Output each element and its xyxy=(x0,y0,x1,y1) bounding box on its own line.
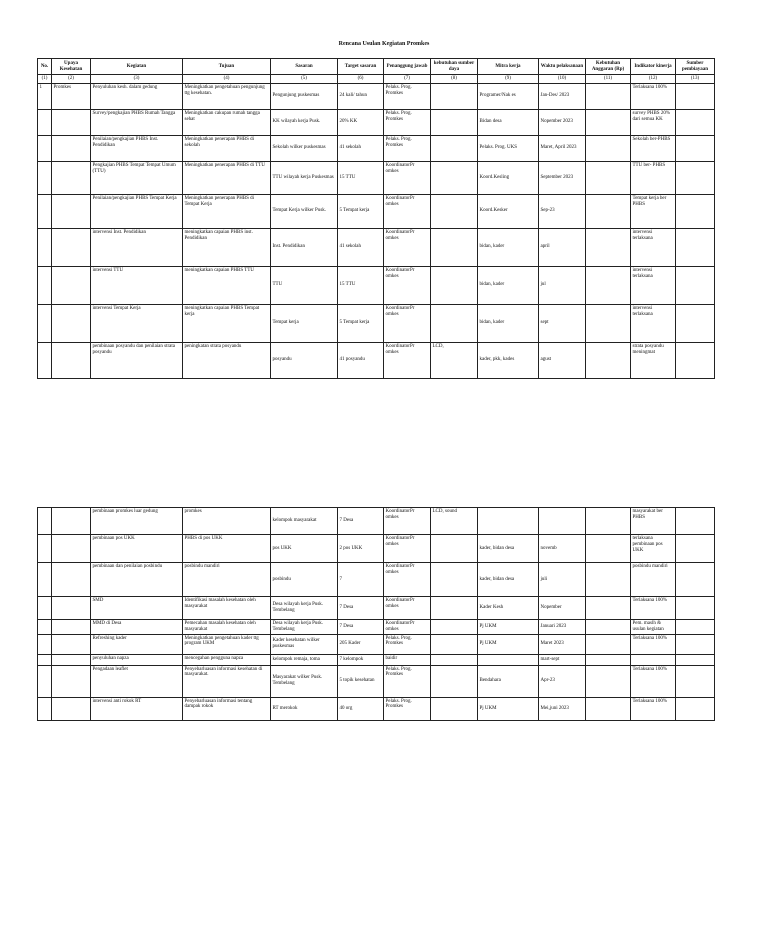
waktu-cell: sept xyxy=(539,304,586,342)
waktu-cell xyxy=(539,508,586,535)
sumber-daya-cell xyxy=(431,563,478,597)
pembiayaan-cell xyxy=(676,135,715,161)
table-part-2 xyxy=(37,507,715,721)
indikator-cell: Terlaksana 100% xyxy=(631,665,676,697)
tujuan-cell: peningkatan strata posyandu xyxy=(183,342,271,378)
column-number: (3) xyxy=(91,75,183,84)
upaya-kesehatan-cell xyxy=(52,634,91,654)
pembiayaan-cell xyxy=(676,535,715,563)
table-row xyxy=(38,83,715,109)
penanggung-jawab-cell: Pelaks. Prog. Promkes xyxy=(384,135,431,161)
indikator-cell: terlaksana pembinaan pos UKK xyxy=(631,535,676,563)
target-cell: 41 sekolah xyxy=(338,135,384,161)
column-header: Target sasaran xyxy=(338,59,384,75)
row-number-cell xyxy=(38,135,52,161)
sumber-daya-cell xyxy=(431,109,478,135)
mitra-kerja-cell: Bidan desa xyxy=(478,109,539,135)
column-number: (9) xyxy=(478,75,539,84)
table-row xyxy=(38,266,715,304)
kegiatan-cell: Refreshing kader xyxy=(91,634,183,654)
column-header: Mitra kerja xyxy=(478,59,539,75)
sasaran-cell: TTU wilayah kerja Puskesmas xyxy=(271,161,338,194)
penanggung-jawab-cell: Pelaks. Prog. Promkes xyxy=(384,634,431,654)
waktu-cell: jul xyxy=(539,266,586,304)
waktu-cell: Januari 2023 xyxy=(539,620,586,635)
indikator-cell: Terlaksana 100% xyxy=(631,634,676,654)
kegiatan-cell: intervensi TTU xyxy=(91,266,183,304)
sasaran-cell: Inst. Pendidikan xyxy=(271,228,338,266)
kegiatan-cell: pembinaan dan penilaian posbindu xyxy=(91,563,183,597)
waktu-cell: Sep-23 xyxy=(539,194,586,228)
sumber-daya-cell xyxy=(431,228,478,266)
anggaran-cell xyxy=(586,508,631,535)
anggaran-cell xyxy=(586,342,631,378)
penanggung-jawab-cell: KoordinatorPr omkes xyxy=(384,563,431,597)
table-row xyxy=(38,342,715,378)
row-number-cell xyxy=(38,508,52,535)
waktu-cell: Maret, April 2023 xyxy=(539,135,586,161)
anggaran-cell xyxy=(586,563,631,597)
tujuan-cell: Meningkatkan pengetahuan kader ttg program UKM xyxy=(183,634,271,654)
penanggung-jawab-cell: Pelaks. Prog. Promkes xyxy=(384,697,431,720)
sasaran-cell: Desa wilayah kerja Pusk. Tembelang xyxy=(271,620,338,635)
sumber-daya-cell xyxy=(431,597,478,620)
table-row xyxy=(38,634,715,654)
mitra-kerja-cell: Pj UKM xyxy=(478,620,539,635)
penanggung-jawab-cell: Pelaks. Prog. Promkes xyxy=(384,109,431,135)
pembiayaan-cell xyxy=(676,697,715,720)
tujuan-cell: Penyebarluasan informasi tentang dampak rokok xyxy=(183,697,271,720)
target-cell: 7 xyxy=(338,563,384,597)
upaya-kesehatan-cell xyxy=(52,228,91,266)
tujuan-cell: meningkatkan capaian PHBS TTU xyxy=(183,266,271,304)
mitra-kerja-cell: kader, pkk, kades xyxy=(478,342,539,378)
penanggung-jawab-cell: KoordinatorPr omkes xyxy=(384,597,431,620)
tujuan-cell: PHBS di pos UKK xyxy=(183,535,271,563)
column-number: (12) xyxy=(631,75,676,84)
kegiatan-cell: Pengadaan leaflet xyxy=(91,665,183,697)
table-part-1 xyxy=(37,58,715,379)
kegiatan-cell: pembinaan promkes luar gedung xyxy=(91,508,183,535)
anggaran-cell xyxy=(586,665,631,697)
mitra-kerja-cell: Koord.Kesling xyxy=(478,161,539,194)
target-cell: 2 pos UKK xyxy=(338,535,384,563)
pembiayaan-cell xyxy=(676,83,715,109)
column-header: Kegiatan xyxy=(91,59,183,75)
column-number: (6) xyxy=(338,75,384,84)
penanggung-jawab-cell: KoordinatorPr omkes xyxy=(384,620,431,635)
kegiatan-cell: pembinaan posyandu dan penilaian strata posyandu xyxy=(91,342,183,378)
tujuan-cell: meningkatkan capaian PHBS inst. Pendidikan xyxy=(183,228,271,266)
mitra-kerja-cell: bidan, kader xyxy=(478,266,539,304)
row-number-cell xyxy=(38,597,52,620)
sasaran-cell: kelompok remaja, toma xyxy=(271,654,338,665)
indikator-cell: intervensi terlaksana xyxy=(631,266,676,304)
row-number-cell xyxy=(38,665,52,697)
tujuan-cell: posbindu mandiri xyxy=(183,563,271,597)
tujuan-cell: Meningkatkan cakupan rumah tangga sehat xyxy=(183,109,271,135)
mitra-kerja-cell xyxy=(478,654,539,665)
column-header: Kebutuhan Anggaran (Rp) xyxy=(586,59,631,75)
waktu-cell: agust xyxy=(539,342,586,378)
column-number: (1) xyxy=(38,75,52,84)
target-cell: 15 TTU xyxy=(338,266,384,304)
anggaran-cell xyxy=(586,535,631,563)
anggaran-cell xyxy=(586,597,631,620)
tujuan-cell: mencegahan pengguna napza xyxy=(183,654,271,665)
sasaran-cell: TTU xyxy=(271,266,338,304)
table-row xyxy=(38,597,715,620)
target-cell: 24 kali/ tahun xyxy=(338,83,384,109)
target-cell: 20% KK xyxy=(338,109,384,135)
row-number-cell xyxy=(38,563,52,597)
sumber-daya-cell xyxy=(431,83,478,109)
table-row xyxy=(38,304,715,342)
upaya-kesehatan-cell xyxy=(52,508,91,535)
row-number-cell xyxy=(38,109,52,135)
mitra-kerja-cell: kader, bidan desa xyxy=(478,563,539,597)
column-header: Sumber pembiayaan xyxy=(676,59,715,75)
header-row xyxy=(38,59,715,75)
column-number: (11) xyxy=(586,75,631,84)
indikator-cell: posbindu mandiri xyxy=(631,563,676,597)
sumber-daya-cell: LCD, xyxy=(431,342,478,378)
kegiatan-cell: Survey/pengkajian PHBS Rumah Tangga xyxy=(91,109,183,135)
upaya-kesehatan-cell xyxy=(52,620,91,635)
mitra-kerja-cell xyxy=(478,508,539,535)
sumber-daya-cell xyxy=(431,634,478,654)
table-row xyxy=(38,535,715,563)
pembiayaan-cell xyxy=(676,665,715,697)
row-number-cell xyxy=(38,654,52,665)
upaya-kesehatan-cell: Promkes xyxy=(52,83,91,109)
sasaran-cell: RT merokok xyxy=(271,697,338,720)
pembiayaan-cell xyxy=(676,342,715,378)
target-cell: 41 sekolah xyxy=(338,228,384,266)
table-row xyxy=(38,161,715,194)
indikator-cell: Tempat kerja ber PHBS xyxy=(631,194,676,228)
column-header: Waktu pelaksanaan xyxy=(539,59,586,75)
sasaran-cell: posyandu xyxy=(271,342,338,378)
mitra-kerja-cell: Bendahara xyxy=(478,665,539,697)
anggaran-cell xyxy=(586,266,631,304)
column-header: Tujuan xyxy=(183,59,271,75)
mitra-kerja-cell: Pelaks. Prog. UKS xyxy=(478,135,539,161)
column-number: (4) xyxy=(183,75,271,84)
indikator-cell: Terlaksana 100% xyxy=(631,597,676,620)
column-header: No. xyxy=(38,59,52,75)
anggaran-cell xyxy=(586,228,631,266)
column-header: Upaya Kesehatan xyxy=(52,59,91,75)
table-row xyxy=(38,109,715,135)
mitra-kerja-cell: Pj UKM xyxy=(478,697,539,720)
table-row xyxy=(38,228,715,266)
target-cell: 41 posyandu xyxy=(338,342,384,378)
target-cell: 5 Tempat kerja xyxy=(338,304,384,342)
row-number-cell xyxy=(38,634,52,654)
upaya-kesehatan-cell xyxy=(52,342,91,378)
table-row xyxy=(38,697,715,720)
column-header: Indikator kinerja xyxy=(631,59,676,75)
penanggung-jawab-cell: KoordinatorPr omkes xyxy=(384,194,431,228)
sumber-daya-cell xyxy=(431,654,478,665)
mitra-kerja-cell: kader, bidan desa xyxy=(478,535,539,563)
sumber-daya-cell xyxy=(431,266,478,304)
pembiayaan-cell xyxy=(676,634,715,654)
row-number-cell xyxy=(38,620,52,635)
target-cell: 5 Tempat kerja xyxy=(338,194,384,228)
indikator-cell xyxy=(631,654,676,665)
column-number: (10) xyxy=(539,75,586,84)
target-cell: 40 org xyxy=(338,697,384,720)
sasaran-cell: posbindu xyxy=(271,563,338,597)
pembiayaan-cell xyxy=(676,597,715,620)
column-number: (8) xyxy=(431,75,478,84)
kegiatan-cell: intervensi Tempat Kerja xyxy=(91,304,183,342)
row-number-cell xyxy=(38,194,52,228)
waktu-cell: april xyxy=(539,228,586,266)
pembiayaan-cell xyxy=(676,508,715,535)
anggaran-cell xyxy=(586,83,631,109)
pembiayaan-cell xyxy=(676,654,715,665)
upaya-kesehatan-cell xyxy=(52,135,91,161)
document-title: Rencana Usulan Kegiatan Promkes xyxy=(338,41,430,47)
mitra-kerja-cell: Pj UKM xyxy=(478,634,539,654)
mitra-kerja-cell: bidan, kader xyxy=(478,228,539,266)
anggaran-cell xyxy=(586,697,631,720)
column-number: (7) xyxy=(384,75,431,84)
table-row xyxy=(38,508,715,535)
anggaran-cell xyxy=(586,634,631,654)
table-row xyxy=(38,654,715,665)
mitra-kerja-cell: Programer/Nak es xyxy=(478,83,539,109)
row-number-cell xyxy=(38,266,52,304)
anggaran-cell xyxy=(586,194,631,228)
tujuan-cell: Penyebarluasan informasi kesehatan di masyarakat. xyxy=(183,665,271,697)
tujuan-cell: promkes xyxy=(183,508,271,535)
penanggung-jawab-cell: KoordinatorPr omkes xyxy=(384,161,431,194)
tujuan-cell: Meningkatkan penerapan PHBS di TTU xyxy=(183,161,271,194)
penanggung-jawab-cell: KoordinatorPr omkes xyxy=(384,228,431,266)
kegiatan-cell: SMD xyxy=(91,597,183,620)
indikator-cell: masyarakat ber PHBS xyxy=(631,508,676,535)
penanggung-jawab-cell: Pelaks. Prog. Promkes xyxy=(384,665,431,697)
pembiayaan-cell xyxy=(676,228,715,266)
kegiatan-cell: penyuluhan napza xyxy=(91,654,183,665)
sumber-daya-cell xyxy=(431,161,478,194)
waktu-cell: Mei,juni 2023 xyxy=(539,697,586,720)
anggaran-cell xyxy=(586,304,631,342)
tujuan-cell: Meningkatkan penerapan PHBS di Tempat Kerja xyxy=(183,194,271,228)
sumber-daya-cell xyxy=(431,135,478,161)
upaya-kesehatan-cell xyxy=(52,654,91,665)
row-number-cell xyxy=(38,161,52,194)
upaya-kesehatan-cell xyxy=(52,697,91,720)
kegiatan-cell: intervensi Inst. Pendidikan xyxy=(91,228,183,266)
upaya-kesehatan-cell xyxy=(52,161,91,194)
upaya-kesehatan-cell xyxy=(52,266,91,304)
row-number-cell xyxy=(38,535,52,563)
pembiayaan-cell xyxy=(676,161,715,194)
upaya-kesehatan-cell xyxy=(52,535,91,563)
sasaran-cell: kelompok masyarakat xyxy=(271,508,338,535)
kegiatan-cell: Penyuluhan kesh. dalam gedung xyxy=(91,83,183,109)
sasaran-cell: Sekolah wilker puskesmas xyxy=(271,135,338,161)
sasaran-cell: Kader kesehatan wilker puskesmas xyxy=(271,634,338,654)
target-cell: 7 kelompok xyxy=(338,654,384,665)
waktu-cell: juli xyxy=(539,563,586,597)
tujuan-cell: Identifikasi masalah kesehatan oleh masyarakat xyxy=(183,597,271,620)
sasaran-cell: KK wilayah kerja Pusk. xyxy=(271,109,338,135)
indikator-cell: Sekolah ber-PHBS xyxy=(631,135,676,161)
sasaran-cell: Pengunjung puskesmas xyxy=(271,83,338,109)
upaya-kesehatan-cell xyxy=(52,304,91,342)
sumber-daya-cell: LCD, sound xyxy=(431,508,478,535)
kegiatan-cell: intervensi anti rokok RT xyxy=(91,697,183,720)
upaya-kesehatan-cell xyxy=(52,597,91,620)
anggaran-cell xyxy=(586,135,631,161)
pembiayaan-cell xyxy=(676,194,715,228)
waktu-cell: September 2023 xyxy=(539,161,586,194)
penanggung-jawab-cell: Pelaks. Prog. Promkes xyxy=(384,83,431,109)
penanggung-jawab-cell: KoordinatorPr omkes xyxy=(384,508,431,535)
column-header: Penanggung jawab xyxy=(384,59,431,75)
waktu-cell: Maret 2023 xyxy=(539,634,586,654)
indikator-cell: Terlaksana 100% xyxy=(631,697,676,720)
column-number: (2) xyxy=(52,75,91,84)
indikator-cell: intervensi terlaksana xyxy=(631,228,676,266)
tujuan-cell: Meningkatkan pengetahuan pengunjung ttg kesehatan. xyxy=(183,83,271,109)
sumber-daya-cell xyxy=(431,194,478,228)
indikator-cell: Pem. maslh & usulan kegiatan xyxy=(631,620,676,635)
waktu-cell: Nopember 2023 xyxy=(539,109,586,135)
column-header: Sasaran xyxy=(271,59,338,75)
kegiatan-cell: pembinaan pos UKK xyxy=(91,535,183,563)
upaya-kesehatan-cell xyxy=(52,665,91,697)
tujuan-cell: Meningkatkan penerapan PHBS di sekolah xyxy=(183,135,271,161)
sasaran-cell: Desa wilayah kerja Pusk. Tembelang xyxy=(271,597,338,620)
sumber-daya-cell xyxy=(431,535,478,563)
indikator-cell: survey PHBS 20% dari semua KK xyxy=(631,109,676,135)
column-number: (13) xyxy=(676,75,715,84)
column-number-row xyxy=(38,75,715,84)
sumber-daya-cell xyxy=(431,665,478,697)
waktu-cell: Nopember xyxy=(539,597,586,620)
indikator-cell: strata posyandu meningmat xyxy=(631,342,676,378)
penanggung-jawab-cell: baidir xyxy=(384,654,431,665)
mitra-kerja-cell: bidan, kader xyxy=(478,304,539,342)
sasaran-cell: Tempat Kerja wilker Pusk. xyxy=(271,194,338,228)
penanggung-jawab-cell: KoordinatorPr omkes xyxy=(384,535,431,563)
waktu-cell: mart-sept xyxy=(539,654,586,665)
table-row xyxy=(38,194,715,228)
penanggung-jawab-cell: KoordinatorPr omkes xyxy=(384,342,431,378)
row-number-cell xyxy=(38,228,52,266)
indikator-cell: Terlaksana 100% xyxy=(631,83,676,109)
anggaran-cell xyxy=(586,109,631,135)
pembiayaan-cell xyxy=(676,563,715,597)
penanggung-jawab-cell: KoordinatorPr omkes xyxy=(384,266,431,304)
upaya-kesehatan-cell xyxy=(52,194,91,228)
pembiayaan-cell xyxy=(676,109,715,135)
anggaran-cell xyxy=(586,654,631,665)
table-row xyxy=(38,563,715,597)
waktu-cell: novemb xyxy=(539,535,586,563)
table-row xyxy=(38,665,715,697)
mitra-kerja-cell: Kader Kesh xyxy=(478,597,539,620)
anggaran-cell xyxy=(586,620,631,635)
row-number-cell xyxy=(38,304,52,342)
waktu-cell: Jan-Des/ 2023 xyxy=(539,83,586,109)
indikator-cell: intervensi terlaksana xyxy=(631,304,676,342)
target-cell: 7 Desa xyxy=(338,597,384,620)
table-row xyxy=(38,135,715,161)
indikator-cell: TTU ber- PHBS xyxy=(631,161,676,194)
upaya-kesehatan-cell xyxy=(52,109,91,135)
target-cell: 205 Kader xyxy=(338,634,384,654)
column-header: kebutuhan sumber daya xyxy=(431,59,478,75)
target-cell: 7 Desa xyxy=(338,508,384,535)
tujuan-cell: meningkatkan capaian PHBS Tempat kerja xyxy=(183,304,271,342)
sumber-daya-cell xyxy=(431,697,478,720)
pembiayaan-cell xyxy=(676,304,715,342)
row-number-cell: 1 xyxy=(38,83,52,109)
row-number-cell xyxy=(38,342,52,378)
anggaran-cell xyxy=(586,161,631,194)
sasaran-cell: Masyarakat wilker Pusk. Tembelang xyxy=(271,665,338,697)
target-cell: 15 TTU xyxy=(338,161,384,194)
sumber-daya-cell xyxy=(431,620,478,635)
kegiatan-cell: Penilaian/pengkajian PHBS Tempat Kerja xyxy=(91,194,183,228)
pembiayaan-cell xyxy=(676,620,715,635)
pembiayaan-cell xyxy=(676,266,715,304)
target-cell: 7 Desa xyxy=(338,620,384,635)
table-row xyxy=(38,620,715,635)
upaya-kesehatan-cell xyxy=(52,563,91,597)
tujuan-cell: Pemecahan masalah kesehatan oleh masyarakat xyxy=(183,620,271,635)
column-number: (5) xyxy=(271,75,338,84)
target-cell: 5 topik kesehatan xyxy=(338,665,384,697)
kegiatan-cell: MMD di Desa xyxy=(91,620,183,635)
kegiatan-cell: Penilaian/pengkajian PHBS Inst. Pendidikan xyxy=(91,135,183,161)
row-number-cell xyxy=(38,697,52,720)
sasaran-cell: Tempat kerja xyxy=(271,304,338,342)
sumber-daya-cell xyxy=(431,304,478,342)
penanggung-jawab-cell: KoordinatorPr omkes xyxy=(384,304,431,342)
kegiatan-cell: Pengkajian PHBS Tempat Tempat Umum (TTU) xyxy=(91,161,183,194)
sasaran-cell: pos UKK xyxy=(271,535,338,563)
mitra-kerja-cell: Koord.Kesker xyxy=(478,194,539,228)
waktu-cell: Apr-23 xyxy=(539,665,586,697)
